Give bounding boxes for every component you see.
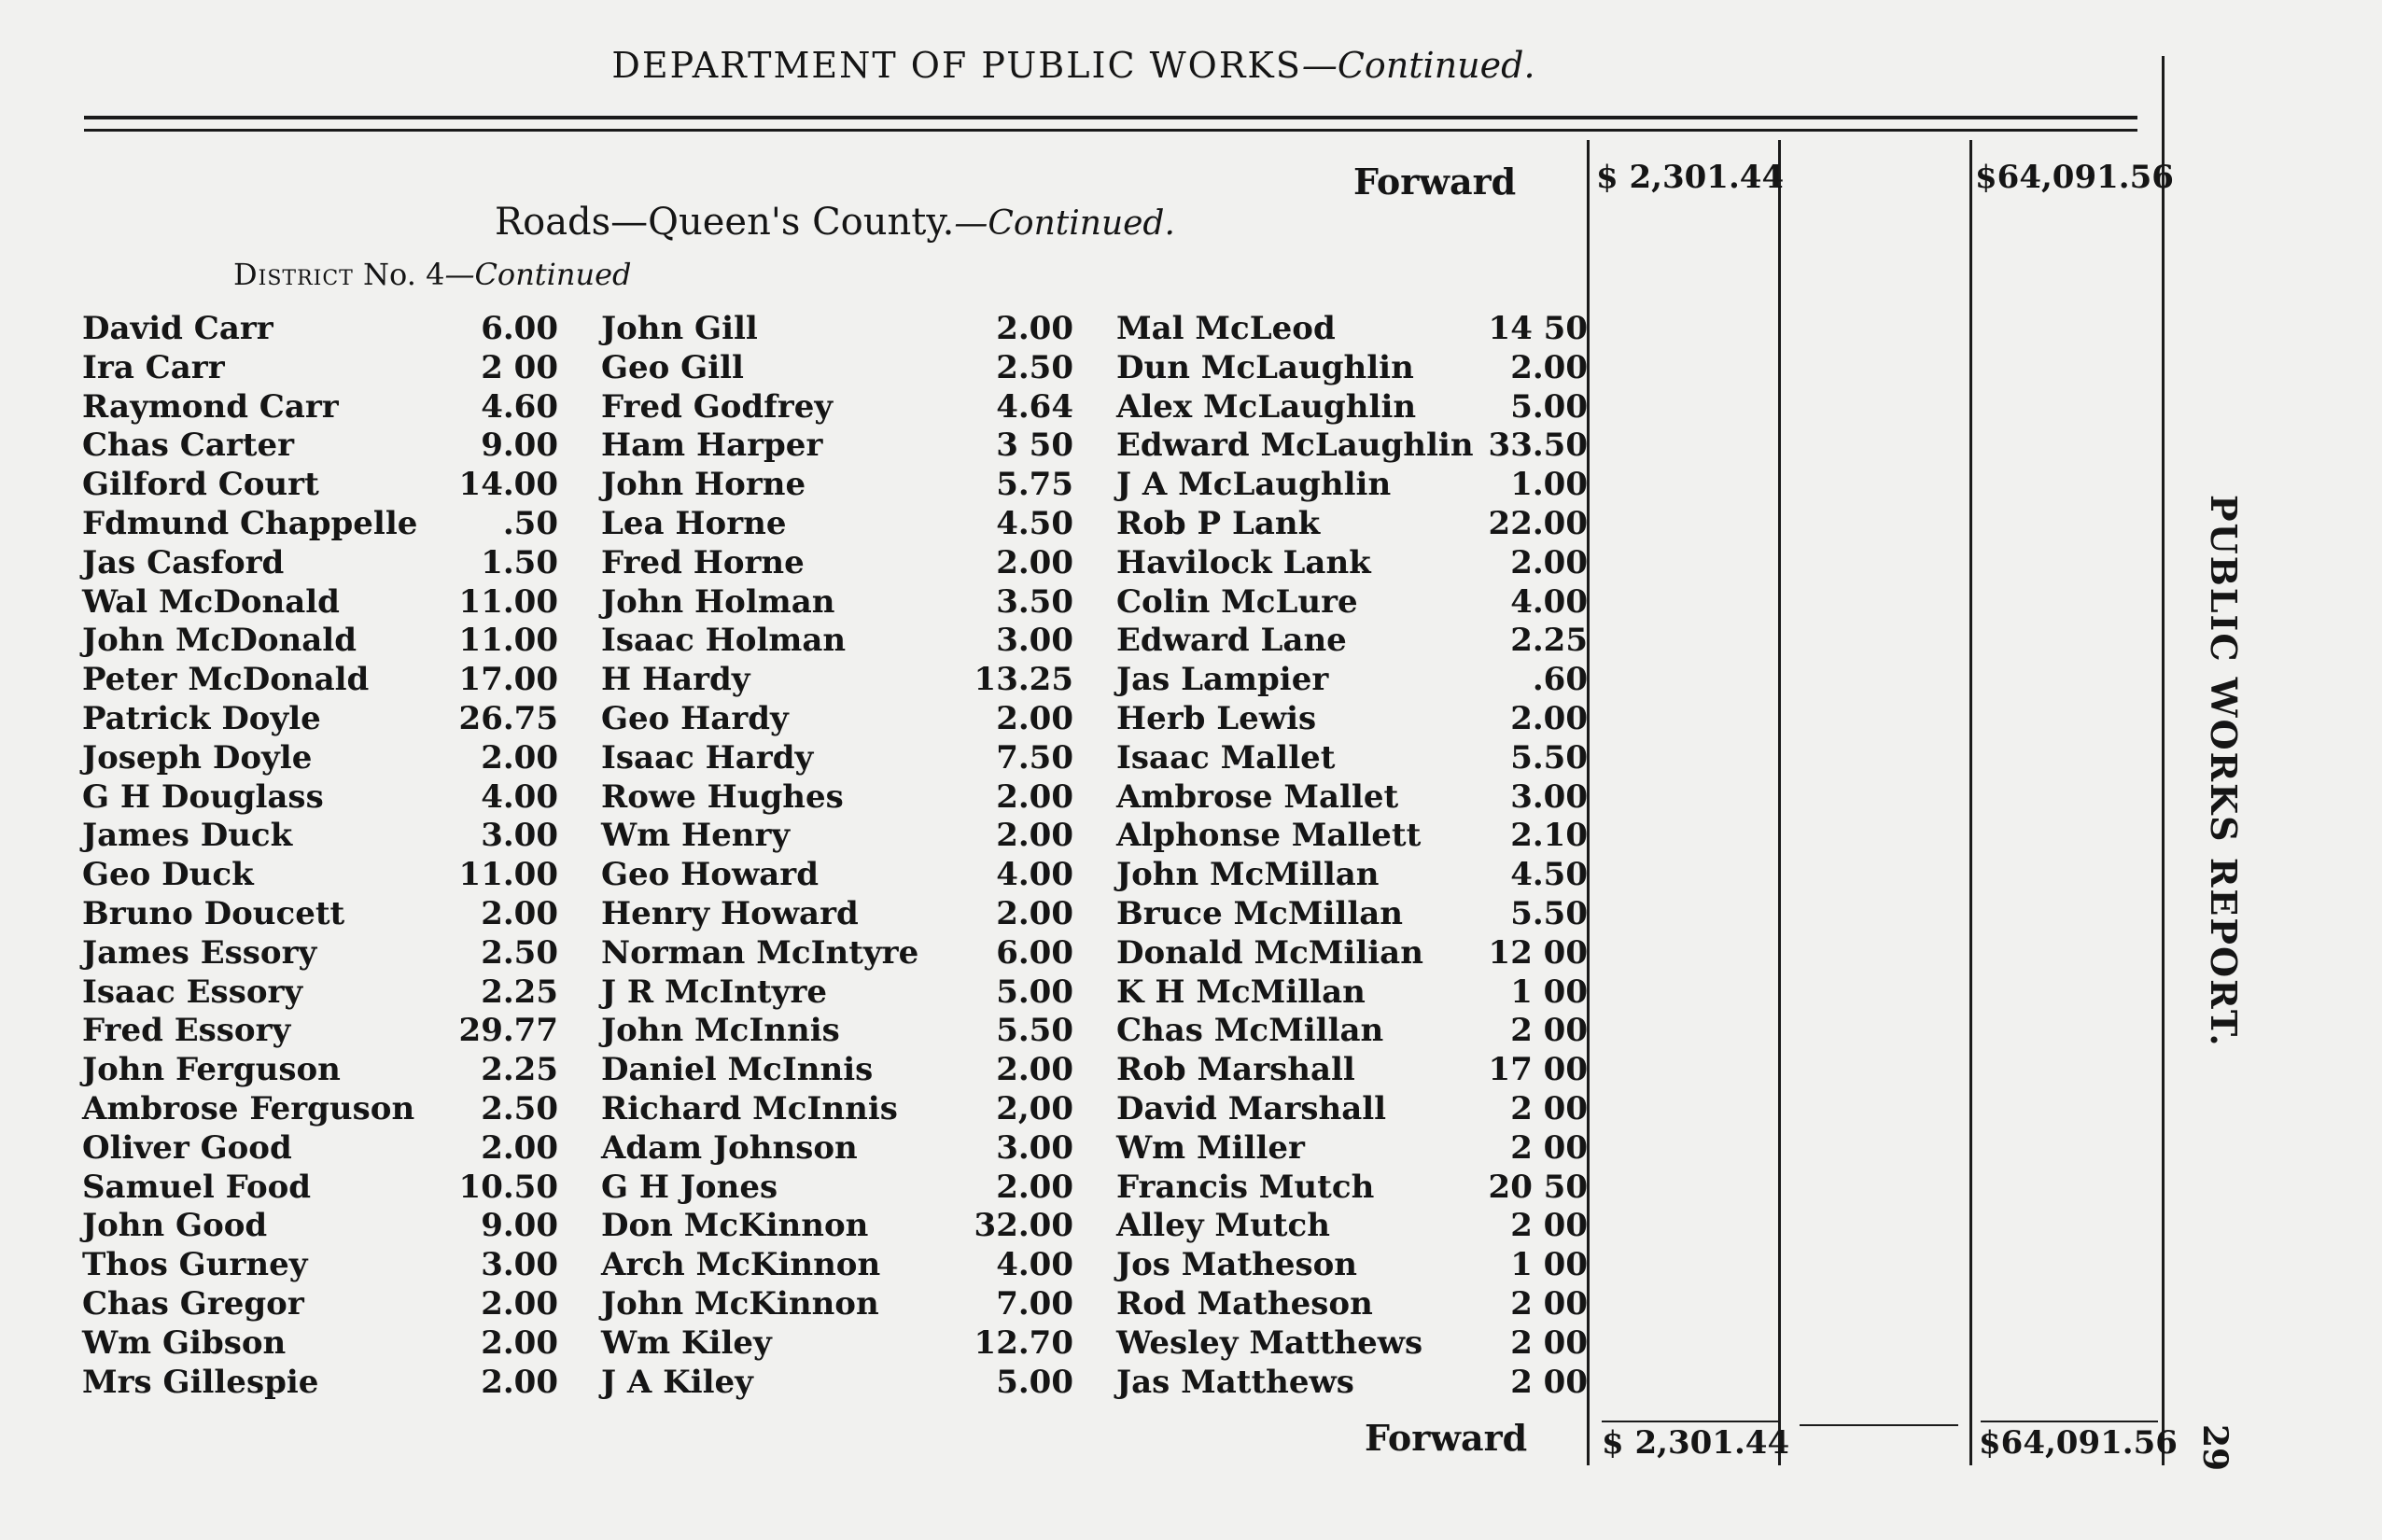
- entry-amount: 2.00: [996, 310, 1073, 347]
- entry-name: John Holman: [601, 582, 835, 621]
- entry-name: Alex McLaughlin: [1116, 387, 1417, 426]
- entry-amount: 2.00: [481, 738, 558, 777]
- entry-amount: 4.50: [1510, 856, 1588, 894]
- entry-name: Francis Mutch: [1116, 1168, 1375, 1206]
- entry-amount: 5.50: [996, 1012, 1073, 1050]
- entry-name: Geo Gill: [601, 348, 744, 386]
- entry-amount: 2.00: [1510, 699, 1588, 737]
- entry-amount: 2.00: [996, 817, 1073, 855]
- top-rule: [84, 116, 2137, 119]
- entry-amount: 7.00: [996, 1284, 1073, 1323]
- top-rule-second: [84, 129, 2137, 132]
- entry-name: John Horne: [601, 466, 806, 504]
- entry-name: Thos Gurney: [82, 1246, 308, 1284]
- entry-amount: 17 00: [1488, 1051, 1588, 1089]
- entry-name: Wm Kiley: [601, 1323, 772, 1362]
- entry-name: Edward Lane: [1116, 622, 1347, 660]
- entry-amount: 2 00: [1510, 1207, 1588, 1245]
- entry-amount: 1 00: [1510, 973, 1588, 1011]
- entry-name: John McMillan: [1116, 856, 1380, 894]
- entry-name: Samuel Food: [82, 1168, 312, 1206]
- section-title: Roads—Queen's County.: [495, 201, 955, 244]
- entry-amount: 2 00: [1510, 1012, 1588, 1050]
- entry-amount: 3.00: [1510, 777, 1588, 816]
- entry-name: Alley Mutch: [1116, 1207, 1330, 1245]
- entry-amount: 2.00: [481, 1284, 558, 1323]
- entry-name: Norman McIntyre: [601, 933, 919, 972]
- entry-amount: 2.25: [481, 973, 558, 1011]
- entry-amount: 2.50: [481, 1089, 558, 1127]
- entry-amount: 11.00: [458, 856, 558, 894]
- entry-name: Geo Duck: [82, 856, 254, 894]
- entry-amount: 3.50: [996, 582, 1073, 621]
- entry-name: Rod Matheson: [1116, 1284, 1373, 1323]
- entry-name: Bruce McMillan: [1116, 894, 1404, 932]
- entry-name: Bruno Doucett: [82, 894, 345, 932]
- entry-amount: 2.00: [1510, 348, 1588, 386]
- entry-amount: 14.00: [458, 466, 558, 504]
- entry-amount: 1.00: [1510, 466, 1588, 504]
- entry-amount: 2.50: [996, 348, 1073, 386]
- entry-amount: 3.00: [996, 1128, 1073, 1167]
- entry-name: Lea Horne: [601, 504, 787, 542]
- total-rule-3: [1800, 1424, 1958, 1426]
- total-rule-2: [1981, 1421, 2158, 1422]
- forward-amount-1-bottom: $ 2,301.44: [1602, 1424, 1790, 1462]
- entry-name: Patrick Doyle: [82, 699, 321, 737]
- entry-amount: 6.00: [996, 933, 1073, 972]
- entry-name: Geo Hardy: [601, 699, 789, 737]
- entry-name: Wal McDonald: [82, 582, 340, 621]
- entry-amount: 14 50: [1488, 310, 1588, 347]
- entry-amount: 2 00: [481, 348, 558, 386]
- entry-amount: 29.77: [458, 1012, 558, 1050]
- section-subtitle: [495, 201, 1175, 244]
- entry-name: Jos Matheson: [1116, 1246, 1358, 1284]
- entry-name: Wm Gibson: [82, 1323, 287, 1362]
- entry-name: Chas Gregor: [82, 1284, 304, 1323]
- forward-amount-2-top: $64,091.56: [1975, 159, 2174, 196]
- entry-name: James Duck: [82, 817, 293, 855]
- entry-amount: 12.70: [974, 1323, 1073, 1362]
- entry-name: Gilford Court: [82, 466, 319, 504]
- entry-amount: 2 00: [1510, 1363, 1588, 1401]
- entry-name: Colin McLure: [1116, 582, 1358, 621]
- entry-name: H Hardy: [601, 661, 750, 699]
- entry-amount: 3.00: [481, 817, 558, 855]
- total-rule-1: [1602, 1421, 1779, 1422]
- entry-amount: 4.00: [996, 1246, 1073, 1284]
- entry-amount: 4.00: [1510, 582, 1588, 621]
- entry-name: Geo Howard: [601, 856, 819, 894]
- entry-name: Jas Casford: [82, 543, 285, 581]
- entry-name: Chas McMillan: [1116, 1012, 1384, 1050]
- entry-amount: 2,00: [996, 1089, 1073, 1127]
- district-continued: —Continued: [444, 257, 632, 292]
- entry-name: Don McKinnon: [601, 1207, 869, 1245]
- entry-amount: 1 00: [1510, 1246, 1588, 1284]
- entry-amount: 5.00: [996, 1363, 1073, 1401]
- entry-amount: 2.00: [996, 1051, 1073, 1089]
- entry-amount: 5.50: [1510, 738, 1588, 777]
- entry-amount: 32.00: [974, 1207, 1073, 1245]
- side-running-title: PUBLIC WORKS REPORT.: [2203, 495, 2245, 1048]
- entry-amount: 2 00: [1510, 1089, 1588, 1127]
- entry-name: Chas Carter: [82, 427, 295, 465]
- entry-amount: 2.00: [481, 1363, 558, 1401]
- entry-amount: 9.00: [481, 427, 558, 465]
- entry-amount: 2 00: [1510, 1284, 1588, 1323]
- district-label: District: [233, 257, 354, 292]
- entry-amount: 5.50: [1510, 894, 1588, 932]
- entry-amount: 2.00: [481, 1323, 558, 1362]
- entry-name: Donald McMilian: [1116, 933, 1423, 972]
- entry-name: Peter McDonald: [82, 661, 370, 699]
- entry-name: Joseph Doyle: [82, 738, 313, 777]
- entry-name: Henry Howard: [601, 894, 859, 932]
- entry-amount: 11.00: [458, 622, 558, 660]
- entry-name: James Essory: [82, 933, 317, 972]
- entry-name: J A McLaughlin: [1116, 466, 1392, 504]
- entry-name: J A Kiley: [601, 1363, 753, 1401]
- entry-amount: 26.75: [458, 699, 558, 737]
- page-number: 29: [2195, 1423, 2235, 1472]
- entry-name: Rob P Lank: [1116, 504, 1321, 542]
- column-divider-2: [1778, 140, 1781, 1465]
- entry-name: Isaac Hardy: [601, 738, 814, 777]
- entry-amount: 4.60: [481, 387, 558, 426]
- entry-name: Ira Carr: [82, 348, 225, 386]
- entry-name: Fdmund Chappelle: [82, 504, 418, 542]
- entry-name: Ambrose Mallet: [1116, 777, 1399, 816]
- entry-name: Mal McLeod: [1116, 310, 1336, 347]
- entry-amount: 2.25: [481, 1051, 558, 1089]
- district-heading: [233, 257, 632, 292]
- entry-name: John Ferguson: [82, 1051, 341, 1089]
- entry-amount: 5.00: [1510, 387, 1588, 426]
- page-header: [0, 45, 2147, 86]
- entry-amount: 20 50: [1488, 1168, 1588, 1206]
- entry-amount: 2.00: [481, 1128, 558, 1167]
- entry-name: Herb Lewis: [1116, 699, 1317, 737]
- entry-amount: 5.75: [996, 466, 1073, 504]
- entry-amount: 4.00: [996, 856, 1073, 894]
- entry-amount: 2.00: [996, 894, 1073, 932]
- entry-amount: 22.00: [1488, 504, 1588, 542]
- entry-name: Daniel McInnis: [601, 1051, 874, 1089]
- entry-amount: 2.00: [1510, 543, 1588, 581]
- entry-name: Fred Horne: [601, 543, 805, 581]
- entry-amount: 2.00: [996, 543, 1073, 581]
- entry-name: G H Douglass: [82, 777, 324, 816]
- entry-name: Oliver Good: [82, 1128, 292, 1167]
- entry-name: Rob Marshall: [1116, 1051, 1355, 1089]
- entry-name: John Gill: [601, 310, 758, 347]
- entry-name: Rowe Hughes: [601, 777, 844, 816]
- entry-amount: 2.50: [481, 933, 558, 972]
- entry-amount: 3.00: [481, 1246, 558, 1284]
- entry-name: Mrs Gillespie: [82, 1363, 319, 1401]
- entry-amount: 3.00: [996, 622, 1073, 660]
- entry-amount: 2.00: [996, 777, 1073, 816]
- entry-amount: 3 50: [996, 427, 1073, 465]
- forward-label-bottom: Forward: [1365, 1417, 1528, 1459]
- column-divider-4: [2162, 56, 2165, 1465]
- entry-amount: 4.64: [996, 387, 1073, 426]
- header-continued: —Continued.: [1301, 45, 1535, 86]
- entry-name: Wm Miller: [1116, 1128, 1305, 1167]
- entry-name: Havilock Lank: [1116, 543, 1371, 581]
- header-title: DEPARTMENT OF PUBLIC WORKS: [611, 45, 1302, 86]
- entry-name: John McKinnon: [601, 1284, 879, 1323]
- entry-name: Jas Matthews: [1116, 1363, 1354, 1401]
- entry-amount: 10.50: [458, 1168, 558, 1206]
- section-continued: —Continued.: [954, 204, 1175, 243]
- entry-amount: 12 00: [1488, 933, 1588, 972]
- entry-amount: 2.00: [481, 894, 558, 932]
- entry-name: Jas Lampier: [1116, 661, 1329, 699]
- entry-amount: .50: [502, 504, 558, 542]
- entry-amount: 9.00: [481, 1207, 558, 1245]
- entry-name: John McInnis: [601, 1012, 840, 1050]
- entry-name: David Carr: [82, 310, 273, 347]
- entry-name: Edward McLaughlin: [1116, 427, 1474, 465]
- entry-amount: 1.50: [481, 543, 558, 581]
- entry-amount: 5.00: [996, 973, 1073, 1011]
- entry-amount: 2.25: [1510, 622, 1588, 660]
- entry-amount: 7.50: [996, 738, 1073, 777]
- entry-name: Isaac Mallet: [1116, 738, 1336, 777]
- entry-name: Ambrose Ferguson: [82, 1089, 415, 1127]
- column-divider-3: [1969, 140, 1972, 1465]
- entry-name: Alphonse Mallett: [1116, 817, 1422, 855]
- entry-name: Fred Essory: [82, 1012, 291, 1050]
- entry-amount: 2.00: [996, 1168, 1073, 1206]
- entry-name: Isaac Essory: [82, 973, 303, 1011]
- entry-amount: 2 00: [1510, 1323, 1588, 1362]
- entry-name: Adam Johnson: [601, 1128, 858, 1167]
- entry-amount: 6.00: [481, 310, 558, 347]
- entry-name: Fred Godfrey: [601, 387, 834, 426]
- entry-name: G H Jones: [601, 1168, 778, 1206]
- forward-label-top: Forward: [1353, 161, 1517, 203]
- entry-amount: 11.00: [458, 582, 558, 621]
- entry-name: Richard McInnis: [601, 1089, 898, 1127]
- entry-amount: 4.50: [996, 504, 1073, 542]
- forward-amount-1-top: $ 2,301.44: [1596, 159, 1785, 196]
- entry-amount: .60: [1532, 661, 1588, 699]
- entry-name: Raymond Carr: [82, 387, 339, 426]
- entry-name: Ham Harper: [601, 427, 823, 465]
- entry-name: Wesley Matthews: [1116, 1323, 1423, 1362]
- entry-name: J R McIntyre: [601, 973, 827, 1011]
- district-number: No. 4: [363, 257, 445, 292]
- entry-name: John Good: [82, 1207, 268, 1245]
- entry-name: Isaac Holman: [601, 622, 847, 660]
- entry-name: Dun McLaughlin: [1116, 348, 1414, 386]
- entry-name: Arch McKinnon: [601, 1246, 881, 1284]
- entry-amount: 4.00: [481, 777, 558, 816]
- entry-amount: 33.50: [1488, 427, 1588, 465]
- entry-name: David Marshall: [1116, 1089, 1387, 1127]
- entry-amount: 2 00: [1510, 1128, 1588, 1167]
- entry-amount: 17.00: [458, 661, 558, 699]
- forward-amount-2-bottom: $64,091.56: [1979, 1424, 2178, 1462]
- entry-name: John McDonald: [82, 622, 357, 660]
- entry-amount: 2.10: [1510, 817, 1588, 855]
- entry-name: Wm Henry: [601, 817, 791, 855]
- entry-amount: 2.00: [996, 699, 1073, 737]
- entry-amount: 13.25: [974, 661, 1073, 699]
- entry-name: K H McMillan: [1116, 973, 1366, 1011]
